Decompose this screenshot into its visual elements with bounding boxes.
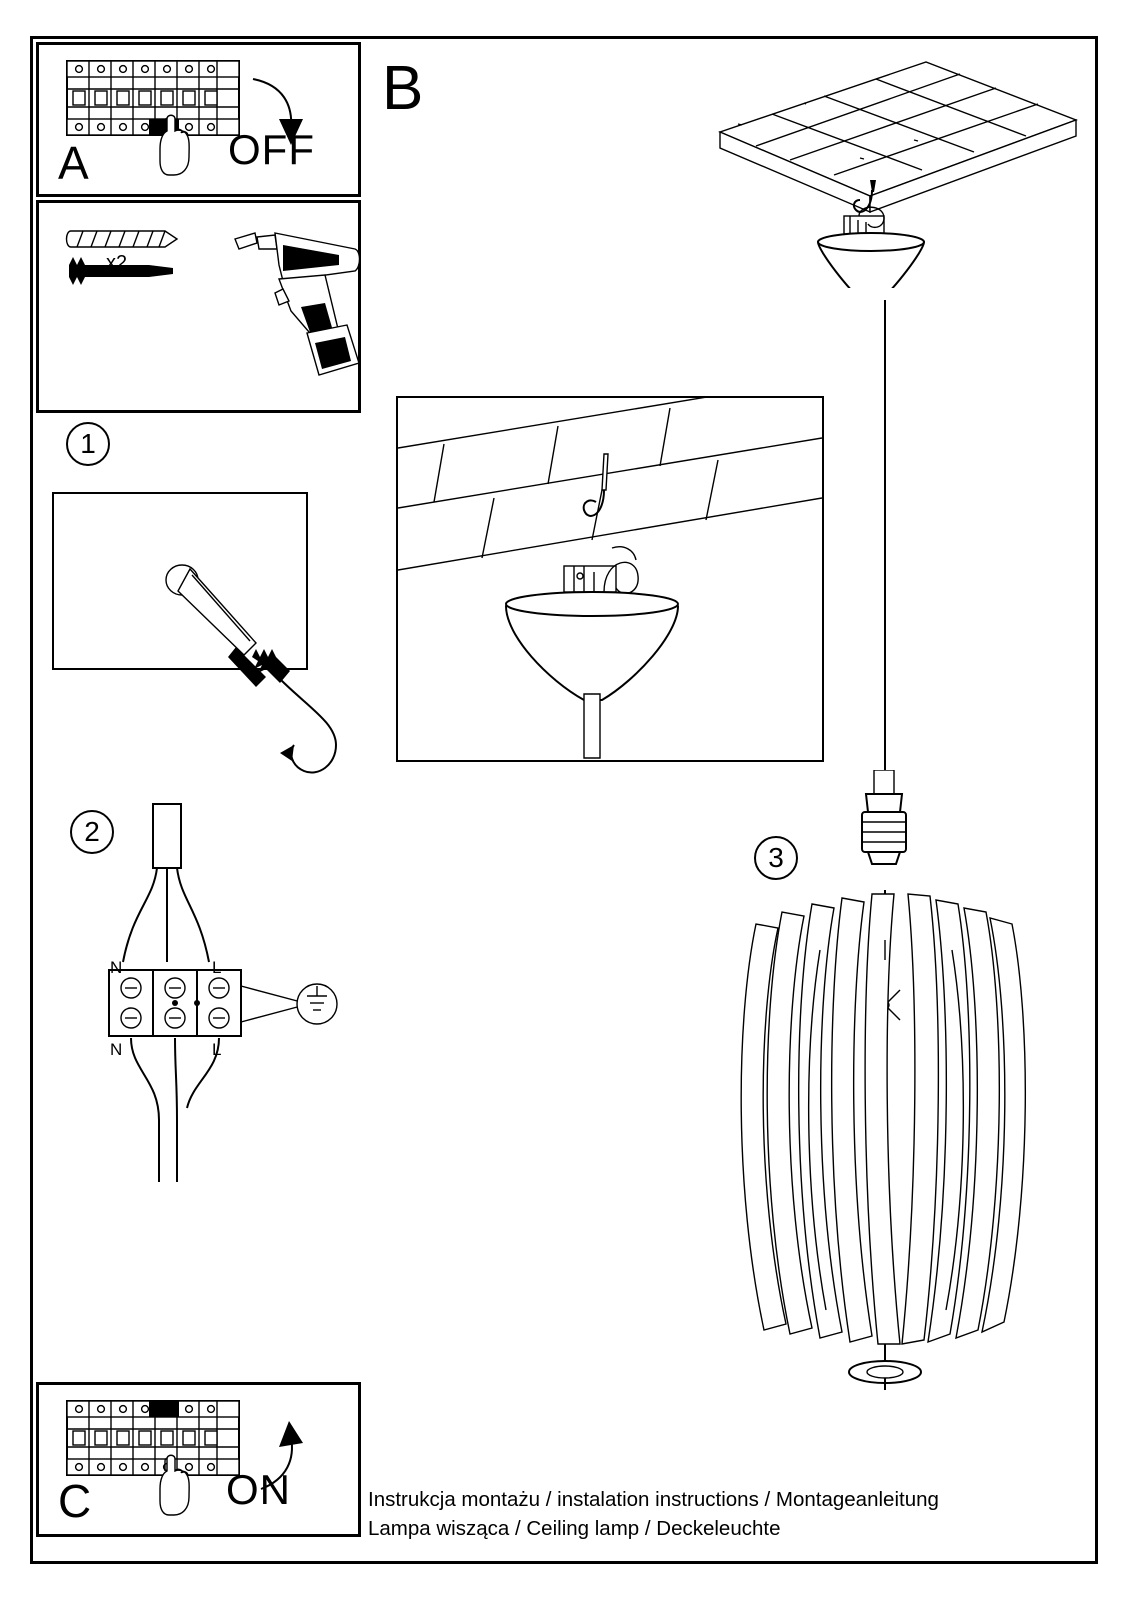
panel-ceiling-detail [396,396,824,762]
suspension-cable [865,300,905,820]
shade-finial [849,1361,921,1390]
cable-top [123,804,209,962]
screwdriver-icon [166,565,266,687]
off-label: OFF [228,126,315,173]
section-b-label: B [382,54,424,123]
ceiling-hook-icon [252,649,336,773]
cable-clamp-icon [564,547,638,594]
footer-line-2: Lampa wisząca / Ceiling lamp / Deckeleuchte [368,1517,781,1540]
lamp-canopy-icon [506,592,678,758]
terminal-label-l-bottom: L [212,1040,222,1059]
ceiling-tile-icon [720,62,1076,212]
step-3-badge: 3 [754,836,798,880]
ceiling-hook-icon [584,454,608,516]
footer-line-1: Instrukcja montażu / instalation instructions / Montageanleitung [368,1488,939,1511]
lamp-socket-icon [830,770,940,890]
earth-ground-icon [241,984,337,1024]
tools-illustration [39,203,360,412]
dowel-quantity: x2 [106,252,128,274]
step-2-badge: 2 [70,810,114,854]
step-1-badge: 1 [66,422,110,466]
ceiling-tile-icon [398,398,822,570]
lamp-canopy-icon [818,233,924,288]
ceiling-detail-illustration [398,398,822,760]
cable-bottom [131,1038,222,1182]
terminal-label-n-top: N [110,958,123,977]
panel-a-label: A [58,137,89,189]
wiring-diagram [95,790,385,1190]
terminal-label-n-bottom: N [110,1040,123,1059]
power-drill-icon [235,233,360,375]
wooden-slat-shade-icon [720,890,1050,1390]
wall-plug-icon [67,231,178,247]
panel-tools [36,200,361,413]
ceiling-mount-illustration [694,48,1114,288]
terminal-label-l-top: L [212,958,222,977]
circuit-breaker-icon [67,1401,239,1475]
on-label: ON [226,1466,291,1513]
terminal-block-icon [109,970,241,1036]
circuit-breaker-icon [67,61,239,135]
panel-c-label: C [58,1475,92,1527]
